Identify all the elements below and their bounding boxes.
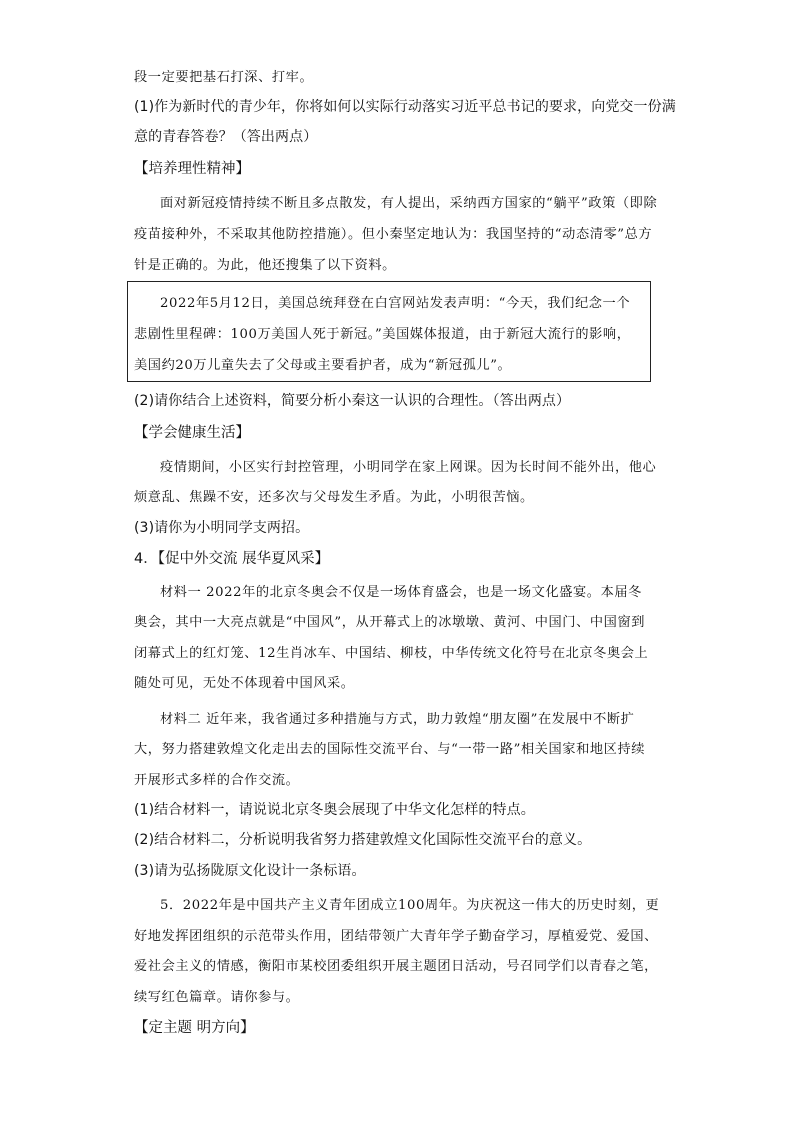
material-box-line-1: 2022年5月12日，美国总统拜登在白宫网站发表声明：“今天，我们纪念一个 [160, 296, 631, 311]
material-one-line-4: 随处可见，无处不体现着中国风采。 [134, 676, 355, 691]
healthy-life-line-2: 烦意乱、焦躁不安，还多次与父母发生矛盾。为此，小明很苦恼。 [134, 490, 534, 505]
scenario-line-1: 面对新冠疫情持续不断且多点散发，有人提出，采纳西方国家的“躺平”政策（即除 [160, 196, 658, 211]
section-heading-rational-spirit: 【培养理性精神】 [134, 161, 250, 177]
question-1-line-1: (1)作为新时代的青少年，你将如何以实际行动落实习近平总书记的要求，向党交一份满 [134, 99, 676, 115]
question-4-3: (3)请为弘扬陇原文化设计一条标语。 [134, 863, 366, 879]
question-5-line-1: 5．2022年是中国共产主义青年团成立100周年。为庆祝这一伟大的历史时刻，更 [160, 898, 660, 913]
scenario-line-3: 针是正确的。为此，他还搜集了以下资料。 [134, 258, 396, 273]
material-box-line-3: 美国约20万儿童失去了父母或主要看护者，成为“新冠孤儿”。 [134, 358, 512, 373]
scenario-line-2: 疫苗接种外，不采取其他防控措施）。但小秦坚定地认为：我国坚持的“动态清零”总方 [134, 227, 653, 242]
question-5-line-4: 续写红色篇章。请你参与。 [134, 990, 300, 1005]
paragraph-continuation: 段一定要把基石打深、打牢。 [134, 70, 314, 85]
section-heading-theme-direction: 【定主题 明方向】 [134, 1020, 255, 1036]
question-4-1: (1)结合材料一，请说说北京冬奥会展现了中华文化怎样的特点。 [134, 802, 535, 818]
question-5-line-2: 好地发挥团组织的示范带头作用，团结带领广大青年学子勤奋学习，厚植爱党、爱国、 [134, 929, 658, 944]
material-one-line-3: 闭幕式上的红灯笼、12生肖冰车、中国结、柳枝，中华传统文化符号在北京冬奥会上 [134, 646, 649, 661]
section-heading-healthy-life: 【学会健康生活】 [134, 425, 250, 441]
material-one-line-1: 材料一 2022年的北京冬奥会不仅是一场体育盛会，也是一场文化盛宴。本届冬 [160, 585, 642, 600]
material-two-line-1: 材料二 近年来，我省通过多种措施与方式，助力敦煌“朋友圈”在发展中不断扩 [160, 712, 635, 727]
healthy-life-line-1: 疫情期间，小区实行封控管理，小明同学在家上网课。因为长时间不能外出，他心 [160, 460, 657, 475]
question-3: (3)请你为小明同学支两招。 [134, 520, 310, 536]
question-4-heading: 4．【促中外交流 展华夏风采】 [134, 551, 330, 567]
material-two-line-3: 开展形式多样的合作交流。 [134, 773, 300, 788]
question-1-line-2: 意的青春答卷？（答出两点） [134, 129, 318, 145]
question-5-line-3: 爱社会主义的情感，衡阳市某校团委组织开展主题团日活动，号召同学们以青春之笔， [134, 959, 658, 974]
material-box-line-2: 悲剧性里程碑：100万美国人死于新冠。”美国媒体报道，由于新冠大流行的影响， [134, 327, 631, 342]
material-one-line-2: 奥会，其中一大亮点就是“中国风”，从开幕式上的冰墩墩、黄河、中国门、中国窗到 [134, 615, 646, 630]
question-4-2: (2)结合材料二，分析说明我省努力搭建敦煌文化国际性交流平台的意义。 [134, 832, 592, 848]
question-2: (2)请你结合上述资料，简要分析小秦这一认识的合理性。（答出两点） [134, 393, 571, 409]
material-two-line-2: 大，努力搭建敦煌文化走出去的国际性交流平台、与“一带一路”相关国家和地区持续 [134, 742, 646, 757]
